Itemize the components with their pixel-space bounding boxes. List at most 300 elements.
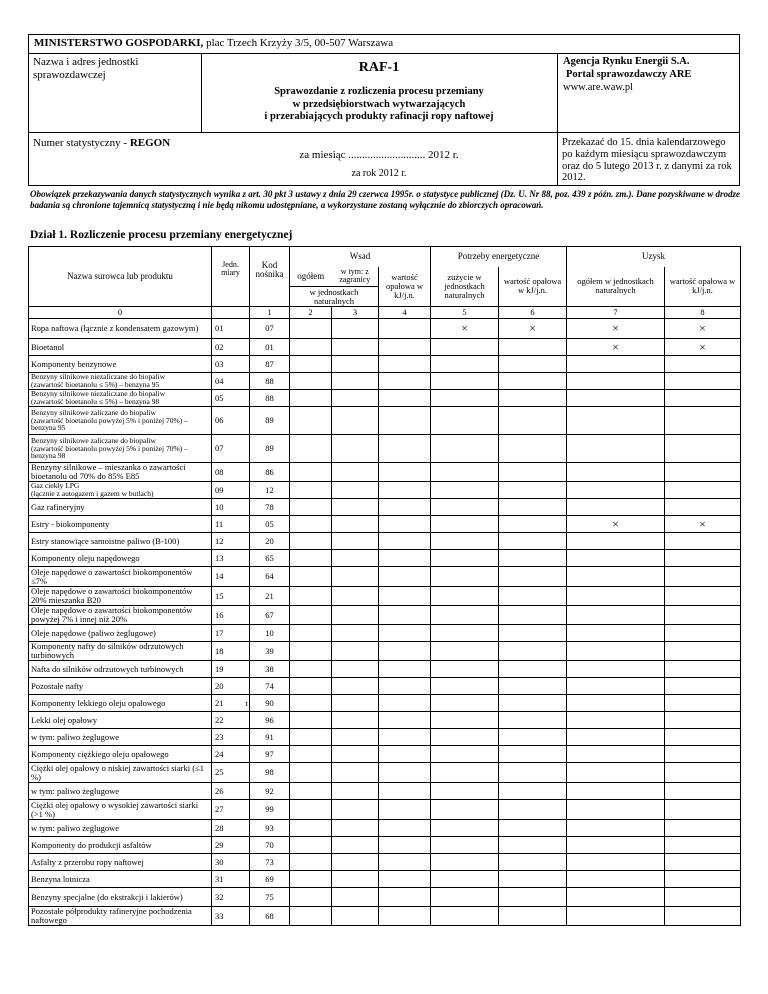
- data-cell-col-4[interactable]: [379, 373, 431, 390]
- data-cell-col-3[interactable]: [332, 625, 379, 642]
- data-cell-col-5[interactable]: [431, 783, 499, 800]
- regon-label: [33, 137, 170, 149]
- data-cell-col-2[interactable]: [290, 390, 332, 407]
- data-cell-col-5[interactable]: [431, 587, 499, 606]
- data-cell-col-8[interactable]: [665, 678, 741, 695]
- form-header: [28, 53, 740, 133]
- data-cell-col-4[interactable]: [379, 339, 431, 356]
- table-row: [29, 533, 741, 550]
- data-cell-col-2[interactable]: [290, 533, 332, 550]
- data-cell-col-8[interactable]: [665, 435, 741, 463]
- data-cell-col-4[interactable]: [379, 499, 431, 516]
- data-cell-col-3[interactable]: [332, 319, 379, 339]
- data-cell-col-3[interactable]: [332, 746, 379, 763]
- row-number: 32: [212, 888, 250, 907]
- data-cell-col-6[interactable]: [499, 407, 567, 435]
- row-code: 68: [250, 907, 290, 926]
- row-name: [29, 854, 212, 871]
- row-name: [29, 499, 212, 516]
- data-cell-col-4[interactable]: [379, 407, 431, 435]
- data-cell-col-5[interactable]: [431, 746, 499, 763]
- data-cell-col-8[interactable]: [665, 407, 741, 435]
- period-year: za rok 2012 r.: [351, 168, 407, 179]
- data-cell-col-8[interactable]: [665, 712, 741, 729]
- table-row: [29, 837, 741, 854]
- data-cell-col-2[interactable]: [290, 482, 332, 499]
- data-cell-col-2[interactable]: [290, 712, 332, 729]
- data-cell-col-2[interactable]: [290, 339, 332, 356]
- row-name-text: Komponenty ciężkiego oleju opałowego: [31, 748, 169, 759]
- data-cell-col-4[interactable]: [379, 907, 431, 926]
- row-name: [29, 907, 212, 926]
- data-cell-col-8[interactable]: [665, 567, 741, 587]
- data-cell-col-4[interactable]: [379, 695, 431, 712]
- data-cell-col-3[interactable]: [332, 499, 379, 516]
- data-cell-col-3[interactable]: [332, 888, 379, 907]
- data-cell-col-2[interactable]: [290, 642, 332, 661]
- data-cell-col-2[interactable]: [290, 606, 332, 625]
- data-cell-col-8[interactable]: [665, 550, 741, 567]
- data-cell-col-3[interactable]: [332, 642, 379, 661]
- data-cell-col-6[interactable]: [499, 763, 567, 783]
- data-cell-col-5[interactable]: [431, 356, 499, 373]
- data-cell-col-8[interactable]: [665, 871, 741, 888]
- data-cell-col-4[interactable]: [379, 356, 431, 373]
- data-cell-col-4[interactable]: [379, 763, 431, 783]
- data-cell-col-8[interactable]: [665, 356, 741, 373]
- data-cell-col-6[interactable]: [499, 871, 567, 888]
- data-cell-col-6[interactable]: [499, 712, 567, 729]
- data-cell-col-6[interactable]: [499, 606, 567, 625]
- data-cell-col-2[interactable]: [290, 871, 332, 888]
- row-name: [29, 783, 212, 800]
- data-cell-col-8[interactable]: [665, 533, 741, 550]
- data-cell-col-8[interactable]: [665, 661, 741, 678]
- data-cell-col-5[interactable]: [431, 907, 499, 926]
- data-cell-col-2[interactable]: [290, 463, 332, 482]
- agency-name: Agencja Rynku Energii S.A.: [563, 56, 690, 67]
- data-cell-col-8[interactable]: [665, 390, 741, 407]
- table-row: [29, 339, 741, 356]
- data-cell-col-7[interactable]: [567, 712, 665, 729]
- col-num: 6: [499, 307, 567, 319]
- table-body: [29, 319, 741, 926]
- data-cell-col-7[interactable]: [567, 567, 665, 587]
- data-cell-col-4[interactable]: [379, 390, 431, 407]
- data-cell-col-4[interactable]: [379, 463, 431, 482]
- data-cell-col-6[interactable]: [499, 854, 567, 871]
- data-cell-col-8[interactable]: [665, 606, 741, 625]
- data-cell-col-4[interactable]: [379, 642, 431, 661]
- data-cell-col-7[interactable]: [567, 499, 665, 516]
- data-cell-col-6[interactable]: [499, 783, 567, 800]
- data-cell-col-4[interactable]: [379, 550, 431, 567]
- data-cell-col-3[interactable]: [332, 695, 379, 712]
- form-code: RAF-1: [358, 60, 400, 75]
- data-cell-col-4[interactable]: [379, 606, 431, 625]
- data-cell-col-4[interactable]: [379, 800, 431, 820]
- data-cell-col-6[interactable]: [499, 567, 567, 587]
- agency-url[interactable]: www.are.waw.pl: [563, 82, 634, 94]
- data-cell-col-5[interactable]: [431, 695, 499, 712]
- data-cell-col-4[interactable]: [379, 319, 431, 339]
- row-number: 11: [212, 516, 250, 533]
- cross-mark: ×: [567, 516, 665, 533]
- col-num: 3: [332, 307, 379, 319]
- data-cell-col-3[interactable]: [332, 763, 379, 783]
- data-cell-col-2[interactable]: [290, 435, 332, 463]
- data-cell-col-2[interactable]: [290, 516, 332, 533]
- data-cell-col-7[interactable]: [567, 482, 665, 499]
- data-cell-col-2[interactable]: [290, 625, 332, 642]
- data-cell-col-2[interactable]: [290, 499, 332, 516]
- data-cell-col-3[interactable]: [332, 783, 379, 800]
- data-cell-col-6[interactable]: [499, 661, 567, 678]
- data-cell-col-8[interactable]: [665, 763, 741, 783]
- data-cell-col-3[interactable]: [332, 907, 379, 926]
- col-unit-header: Jedn. miary: [212, 247, 250, 307]
- data-cell-col-2[interactable]: [290, 854, 332, 871]
- table-row: [29, 800, 741, 820]
- data-cell-col-7[interactable]: [567, 800, 665, 820]
- data-cell-col-3[interactable]: [332, 339, 379, 356]
- data-cell-col-5[interactable]: [431, 390, 499, 407]
- data-cell-col-5[interactable]: [431, 837, 499, 854]
- data-cell-col-6[interactable]: [499, 800, 567, 820]
- row-code: 78: [250, 499, 290, 516]
- table-row: [29, 746, 741, 763]
- data-cell-col-8[interactable]: [665, 642, 741, 661]
- data-cell-col-5[interactable]: [431, 800, 499, 820]
- data-cell-col-4[interactable]: [379, 587, 431, 606]
- data-cell-col-7[interactable]: [567, 661, 665, 678]
- data-cell-col-8[interactable]: [665, 800, 741, 820]
- row-number: 31: [212, 871, 250, 888]
- data-cell-col-8[interactable]: [665, 854, 741, 871]
- data-cell-col-5[interactable]: [431, 820, 499, 837]
- data-cell-col-8[interactable]: [665, 783, 741, 800]
- form-title-line: w przedsiębiorstwach wytwarzających: [292, 98, 466, 110]
- data-cell-col-2[interactable]: [290, 550, 332, 567]
- data-cell-col-2[interactable]: [290, 587, 332, 606]
- data-cell-col-8[interactable]: [665, 820, 741, 837]
- col-wartosc-potrzeby: wartość opałowa w kJ/j.n.: [499, 267, 567, 307]
- data-cell-col-3[interactable]: [332, 661, 379, 678]
- data-cell-col-7[interactable]: [567, 533, 665, 550]
- data-cell-col-7[interactable]: [567, 854, 665, 871]
- data-cell-col-5[interactable]: [431, 407, 499, 435]
- data-cell-col-6[interactable]: [499, 373, 567, 390]
- data-cell-col-2[interactable]: [290, 678, 332, 695]
- data-cell-col-6[interactable]: [499, 625, 567, 642]
- data-cell-col-6[interactable]: [499, 463, 567, 482]
- group-wsad: Wsad: [290, 247, 431, 267]
- data-cell-col-7[interactable]: [567, 606, 665, 625]
- data-cell-col-5[interactable]: [431, 871, 499, 888]
- data-cell-col-8[interactable]: [665, 729, 741, 746]
- data-cell-col-5[interactable]: [431, 712, 499, 729]
- data-cell-col-4[interactable]: [379, 871, 431, 888]
- data-cell-col-7[interactable]: [567, 678, 665, 695]
- data-cell-col-5[interactable]: [431, 482, 499, 499]
- data-cell-col-7[interactable]: [567, 871, 665, 888]
- data-cell-col-7[interactable]: [567, 587, 665, 606]
- data-cell-col-3[interactable]: [332, 373, 379, 390]
- data-cell-col-3[interactable]: [332, 587, 379, 606]
- data-cell-col-7[interactable]: [567, 907, 665, 926]
- row-name: [29, 567, 212, 587]
- data-cell-col-2[interactable]: [290, 820, 332, 837]
- row-code: 99: [250, 800, 290, 820]
- data-cell-col-3[interactable]: [332, 550, 379, 567]
- data-cell-col-2[interactable]: [290, 907, 332, 926]
- col-num: 7: [567, 307, 665, 319]
- data-cell-col-3[interactable]: [332, 482, 379, 499]
- data-cell-col-8[interactable]: [665, 695, 741, 712]
- data-cell-col-6[interactable]: [499, 356, 567, 373]
- data-cell-col-7[interactable]: [567, 435, 665, 463]
- data-cell-col-2[interactable]: [290, 746, 332, 763]
- data-cell-col-2[interactable]: [290, 407, 332, 435]
- data-cell-col-8[interactable]: [665, 837, 741, 854]
- row-name: [29, 482, 212, 499]
- data-cell-col-6[interactable]: [499, 390, 567, 407]
- data-cell-col-2[interactable]: [290, 661, 332, 678]
- data-cell-col-5[interactable]: [431, 854, 499, 871]
- table-row: [29, 390, 741, 407]
- form-title: [201, 86, 557, 124]
- data-cell-col-6[interactable]: [499, 729, 567, 746]
- data-cell-col-3[interactable]: [332, 678, 379, 695]
- form-title-line: i przerabiających produkty rafinacji ropy naftowej: [264, 111, 494, 123]
- row-name: [29, 407, 212, 435]
- col-ogolem: ogółem: [290, 267, 332, 287]
- data-cell-col-7[interactable]: [567, 763, 665, 783]
- data-cell-col-7[interactable]: [567, 729, 665, 746]
- data-cell-col-6[interactable]: [499, 499, 567, 516]
- data-cell-col-2[interactable]: [290, 800, 332, 820]
- data-cell-col-8[interactable]: [665, 888, 741, 907]
- row-code: 88: [250, 390, 290, 407]
- row-name: [29, 763, 212, 783]
- data-cell-col-3[interactable]: [332, 407, 379, 435]
- data-cell-col-7[interactable]: [567, 390, 665, 407]
- row-name: [29, 356, 212, 373]
- data-cell-col-8[interactable]: [665, 373, 741, 390]
- data-cell-col-7[interactable]: [567, 746, 665, 763]
- data-cell-col-7[interactable]: [567, 695, 665, 712]
- data-cell-col-3[interactable]: [332, 390, 379, 407]
- data-cell-col-5[interactable]: [431, 516, 499, 533]
- table-row: [29, 435, 741, 463]
- data-cell-col-5[interactable]: [431, 533, 499, 550]
- data-cell-col-2[interactable]: [290, 888, 332, 907]
- data-cell-col-7[interactable]: [567, 820, 665, 837]
- data-cell-col-4[interactable]: [379, 888, 431, 907]
- cross-mark: ×: [431, 319, 499, 339]
- row-name: [29, 516, 212, 533]
- data-cell-col-3[interactable]: [332, 854, 379, 871]
- row-code: 98: [250, 763, 290, 783]
- data-cell-col-6[interactable]: [499, 435, 567, 463]
- data-cell-col-2[interactable]: [290, 729, 332, 746]
- data-cell-col-5[interactable]: [431, 661, 499, 678]
- data-cell-col-4[interactable]: [379, 820, 431, 837]
- data-cell-col-6[interactable]: [499, 888, 567, 907]
- data-cell-col-4[interactable]: [379, 435, 431, 463]
- data-cell-col-3[interactable]: [332, 435, 379, 463]
- data-cell-col-6[interactable]: [499, 907, 567, 926]
- data-cell-col-7[interactable]: [567, 373, 665, 390]
- table-row: [29, 763, 741, 783]
- data-cell-col-5[interactable]: [431, 888, 499, 907]
- row-number: 05: [212, 390, 250, 407]
- data-cell-col-8[interactable]: [665, 625, 741, 642]
- data-cell-col-5[interactable]: [431, 463, 499, 482]
- data-cell-col-7[interactable]: [567, 356, 665, 373]
- data-cell-col-4[interactable]: [379, 712, 431, 729]
- data-cell-col-2[interactable]: [290, 695, 332, 712]
- data-cell-col-4[interactable]: [379, 837, 431, 854]
- data-cell-col-3[interactable]: [332, 820, 379, 837]
- data-cell-col-4[interactable]: [379, 678, 431, 695]
- data-cell-col-5[interactable]: [431, 729, 499, 746]
- data-cell-col-6[interactable]: [499, 837, 567, 854]
- data-cell-col-5[interactable]: [431, 499, 499, 516]
- data-cell-col-3[interactable]: [332, 567, 379, 587]
- data-cell-col-6[interactable]: [499, 642, 567, 661]
- data-cell-col-6[interactable]: [499, 533, 567, 550]
- row-code: 10: [250, 625, 290, 642]
- data-cell-col-3[interactable]: [332, 356, 379, 373]
- data-cell-col-5[interactable]: [431, 642, 499, 661]
- data-cell-col-4[interactable]: [379, 661, 431, 678]
- data-cell-col-8[interactable]: [665, 499, 741, 516]
- data-cell-col-2[interactable]: [290, 783, 332, 800]
- data-cell-col-8[interactable]: [665, 746, 741, 763]
- row-number: 14: [212, 567, 250, 587]
- row-number: 12: [212, 533, 250, 550]
- data-cell-col-3[interactable]: [332, 800, 379, 820]
- row-code: 90: [250, 695, 290, 712]
- row-number: 30: [212, 854, 250, 871]
- table-row: [29, 695, 741, 712]
- data-cell-col-4[interactable]: [379, 746, 431, 763]
- data-cell-col-5[interactable]: [431, 567, 499, 587]
- data-cell-col-3[interactable]: [332, 463, 379, 482]
- row-name-text: Komponenty benzynowe: [31, 358, 117, 369]
- data-cell-col-5[interactable]: [431, 373, 499, 390]
- data-cell-col-7[interactable]: [567, 407, 665, 435]
- data-cell-col-5[interactable]: [431, 435, 499, 463]
- data-cell-col-6[interactable]: [499, 746, 567, 763]
- data-cell-col-6[interactable]: [499, 695, 567, 712]
- row-code: 69: [250, 871, 290, 888]
- row-name-text: Benzyny silnikowe zaliczane do biopaliw: [31, 407, 156, 417]
- data-cell-col-7[interactable]: [567, 625, 665, 642]
- row-number: 07: [212, 435, 250, 463]
- cross-mark: ×: [567, 319, 665, 339]
- regon-row: [28, 132, 740, 186]
- data-cell-col-8[interactable]: [665, 907, 741, 926]
- data-cell-col-4[interactable]: [379, 482, 431, 499]
- data-cell-col-3[interactable]: [332, 712, 379, 729]
- data-cell-col-6[interactable]: [499, 820, 567, 837]
- data-cell-col-6[interactable]: [499, 678, 567, 695]
- row-number: 13: [212, 550, 250, 567]
- row-number: 15: [212, 587, 250, 606]
- col-uzysk-ogolem: ogółem w jednostkach naturalnych: [567, 267, 665, 307]
- data-cell-col-8[interactable]: [665, 587, 741, 606]
- table-row: [29, 499, 741, 516]
- data-cell-col-2[interactable]: [290, 567, 332, 587]
- row-name-text: Ciężki olej opałowy o wysokiej zawartości siarki (>1 %): [31, 799, 199, 819]
- data-cell-col-7[interactable]: [567, 783, 665, 800]
- data-cell-col-7[interactable]: [567, 463, 665, 482]
- table-row: [29, 482, 741, 499]
- data-cell-col-3[interactable]: [332, 871, 379, 888]
- data-cell-col-3[interactable]: [332, 533, 379, 550]
- table-row: [29, 712, 741, 729]
- form-title-line: Sprawozdanie z rozliczenia procesu przemiany: [274, 86, 484, 97]
- data-cell-col-2[interactable]: [290, 837, 332, 854]
- data-cell-col-6[interactable]: [499, 482, 567, 499]
- table-row: [29, 516, 741, 533]
- data-cell-col-6[interactable]: [499, 587, 567, 606]
- data-cell-col-2[interactable]: [290, 319, 332, 339]
- data-cell-col-7[interactable]: [567, 837, 665, 854]
- agency-block: [563, 55, 738, 94]
- cross-mark: ×: [567, 339, 665, 356]
- data-cell-col-5[interactable]: [431, 339, 499, 356]
- data-cell-col-3[interactable]: [332, 606, 379, 625]
- data-cell-col-8[interactable]: [665, 463, 741, 482]
- deadline-text: Przekazać do 15. dnia kalendarzowego po każdym miesiącu sprawozdawczym oraz do 5 lutego 2013 r. z danymi za rok 2012.: [562, 137, 732, 184]
- data-cell-col-4[interactable]: [379, 625, 431, 642]
- data-cell-col-6[interactable]: [499, 516, 567, 533]
- data-cell-col-6[interactable]: [499, 339, 567, 356]
- table-row: [29, 783, 741, 800]
- data-cell-col-4[interactable]: [379, 516, 431, 533]
- row-code: 65: [250, 550, 290, 567]
- data-cell-col-5[interactable]: [431, 678, 499, 695]
- data-cell-col-3[interactable]: [332, 516, 379, 533]
- data-cell-col-4[interactable]: [379, 729, 431, 746]
- data-cell-col-6[interactable]: [499, 550, 567, 567]
- row-name-text: Gaz rafineryjny: [31, 501, 85, 512]
- data-cell-col-4[interactable]: [379, 533, 431, 550]
- data-cell-col-5[interactable]: [431, 606, 499, 625]
- data-cell-col-5[interactable]: [431, 763, 499, 783]
- data-cell-col-2[interactable]: [290, 373, 332, 390]
- data-cell-col-5[interactable]: [431, 550, 499, 567]
- row-name-text: Estry - biokomponenty: [31, 518, 110, 529]
- row-number: 23: [212, 729, 250, 746]
- data-cell-col-7[interactable]: [567, 888, 665, 907]
- data-cell-col-4[interactable]: [379, 854, 431, 871]
- data-cell-col-2[interactable]: [290, 356, 332, 373]
- data-cell-col-4[interactable]: [379, 567, 431, 587]
- row-number: 19: [212, 661, 250, 678]
- data-cell-col-2[interactable]: [290, 763, 332, 783]
- data-cell-col-5[interactable]: [431, 625, 499, 642]
- data-cell-col-7[interactable]: [567, 642, 665, 661]
- data-cell-col-3[interactable]: [332, 729, 379, 746]
- data-cell-col-7[interactable]: [567, 550, 665, 567]
- data-cell-col-4[interactable]: [379, 783, 431, 800]
- data-cell-col-8[interactable]: [665, 482, 741, 499]
- data-cell-col-3[interactable]: [332, 837, 379, 854]
